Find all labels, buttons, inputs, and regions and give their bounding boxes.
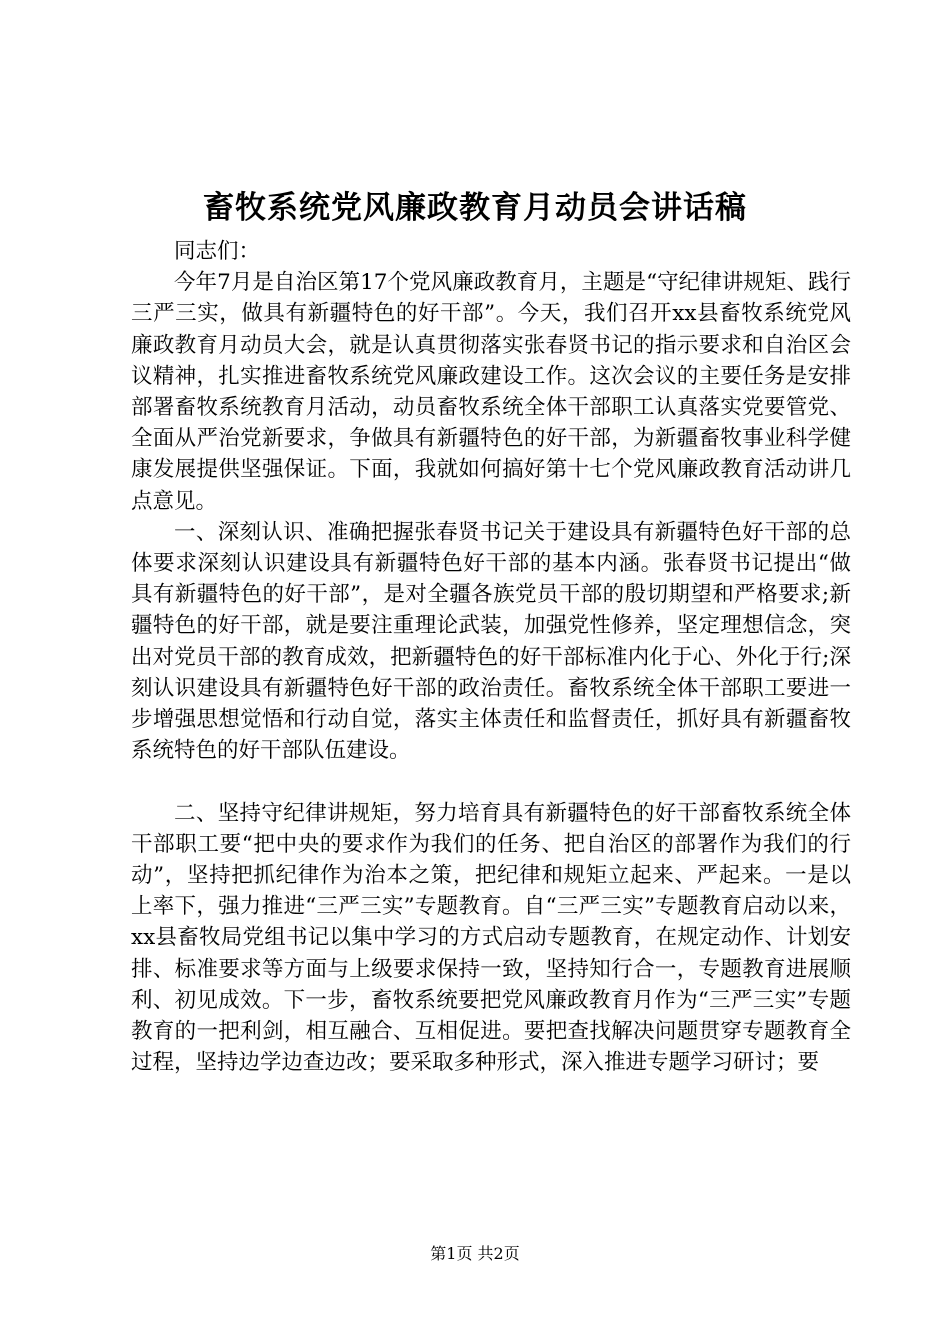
- page-number: 第1页 共2页: [430, 1244, 520, 1263]
- document-title: 畜牧系统党风廉政教育月动员会讲话稿: [203, 190, 747, 226]
- salutation: 同志们：: [174, 239, 261, 264]
- paragraph-intro: 今年7月是自治区第17个党风廉政教育月，主题是“守纪律讲规矩、践行三严三实，做具有新疆特色的好干部”。今天，我们召开xx县畜牧系统党风廉政教育月动员大会，就是认真贯彻落实张春贤书记的指示要求和自治区会议精神，扎实推进畜牧系统党风廉政建设工作。这次会议的主要任务是安排部署畜牧系统教育月活动，动员畜牧系统全体干部职工认真落实党要管党、全面从严治党新要求，争做具有新疆特色的好干部，为新疆畜牧事业科学健康发展提供坚强保证。下面，我就如何搞好第十七个党风廉政教育活动讲几点意见。: [131, 270, 851, 514]
- paragraph-section-one: 一、深刻认识、准确把握张春贤书记关于建设具有新疆特色好干部的总体要求深刻认识建设具有新疆特色好干部的基本内涵。张春贤书记提出“做具有新疆特色的好干部”，是对全疆各族党员干部的殷切期望和严格要求;新疆特色的好干部，就是要注重理论武装，加强党性修养，坚定理想信念，突出对党员干部的教育成效，把新疆特色的好干部标准内化于心、外化于行;深刻认识建设具有新疆特色好干部的政治责任。畜牧系统全体干部职工要进一步增强思想觉悟和行动自觉，落实主体责任和监督责任，抓好具有新疆畜牧系统特色的好干部队伍建设。: [131, 519, 851, 764]
- document-body: [131, 236, 851, 1078]
- paragraph-section-two: 二、坚持守纪律讲规矩，努力培育具有新疆特色的好干部畜牧系统全体干部职工要“把中央的要求作为我们的任务、把自治区的部署作为我们的行动”，坚持把抓纪律作为治本之策，把纪律和规矩立起来、严起来。一是以上率下，强力推进“三严三实”专题教育。自“三严三实”专题教育启动以来，xx县畜牧局党组书记以集中学习的方式启动专题教育，在规定动作、计划安排、标准要求等方面与上级要求保持一致，坚持知行合一，专题教育进展顺利、初见成效。下一步，畜牧系统要把党风廉政教育月作为“三严三实”专题教育的一把利剑，相互融合、互相促进。要把查找解决问题贯穿专题教育全过程，坚持边学边查边改；要采取多种形式，深入推进专题学习研讨；要: [131, 800, 851, 1076]
- paragraph-gap: [131, 766, 851, 797]
